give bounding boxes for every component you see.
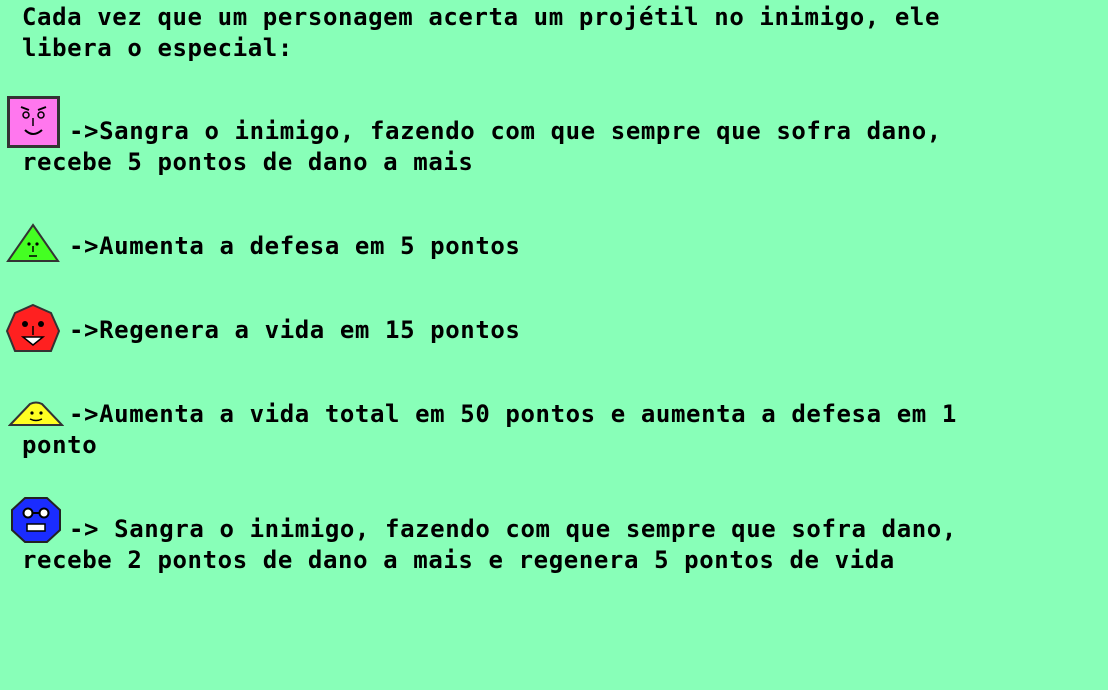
pink-square-character-icon — [7, 96, 60, 148]
intro-line-1: Cada vez que um personagem acerta um projétil no inimigo, ele — [22, 3, 941, 31]
pink-special-line-1: ->Sangra o inimigo, fazendo com que sempre que sofra dano, — [69, 117, 942, 145]
blue-special-line-1: -> Sangra o inimigo, fazendo com que sempre que sofra dano, — [69, 515, 957, 543]
pink-special-line-2: recebe 5 pontos de dano a mais — [22, 148, 474, 176]
red-special-line-1: ->Regenera a vida em 15 pontos — [69, 316, 521, 344]
intro-line-2: libera o especial: — [22, 34, 293, 62]
green-special-line-1: ->Aumenta a defesa em 5 pontos — [69, 232, 521, 260]
blue-octagon-character-icon — [10, 496, 62, 544]
yellow-special-line-1: ->Aumenta a vida total em 50 pontos e aumenta a defesa em 1 — [69, 400, 957, 428]
green-triangle-character-icon — [6, 223, 60, 263]
blue-special-line-2: recebe 2 pontos de dano a mais e regenera 5 pontos de vida — [22, 546, 895, 574]
yellow-mound-character-icon — [8, 400, 64, 428]
red-heptagon-character-icon — [5, 303, 61, 357]
yellow-special-line-2: ponto — [22, 431, 98, 459]
